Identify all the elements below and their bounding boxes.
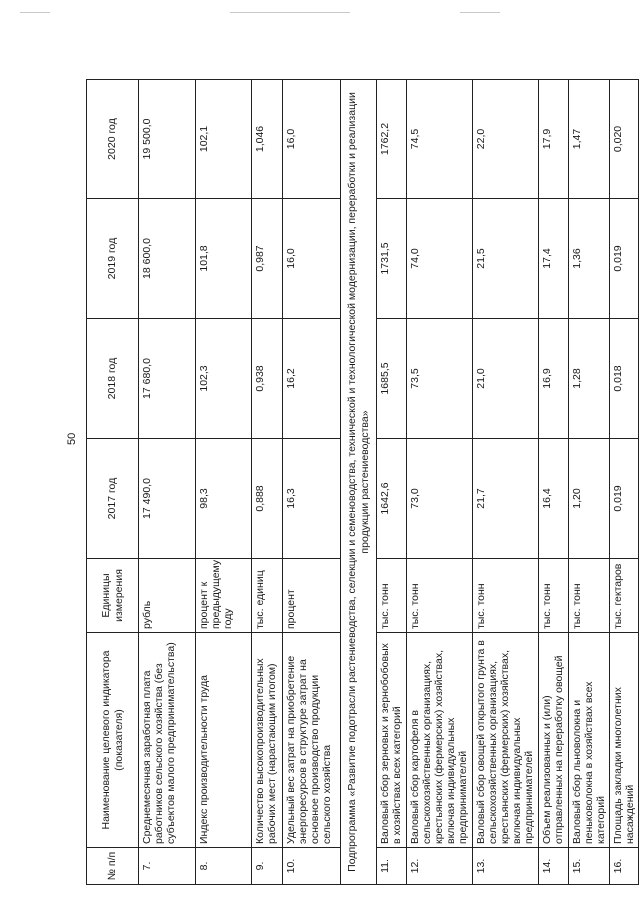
header-indicator-name: Наименование целевого индикатора (показателя) <box>87 633 139 848</box>
table-row <box>610 80 639 885</box>
indicator-name: Валовый сбор льноволокна и пеньковолокна в хозяйствах всех категорий <box>569 633 610 848</box>
value-2020: 1,47 <box>569 80 610 199</box>
indicator-name: Количество высокопроизводительных рабочих мест (нарастающим итогом) <box>252 633 283 848</box>
table-row <box>139 80 196 885</box>
value-2018: 102,3 <box>196 319 252 439</box>
value-2020: 19 500,0 <box>139 80 196 199</box>
unit: тыс. тонн <box>473 559 539 633</box>
table-row <box>539 80 569 885</box>
value-2019: 74,0 <box>407 199 473 319</box>
value-2020: 0,020 <box>610 80 639 199</box>
row-number: 8. <box>196 848 252 885</box>
value-2020: 22,0 <box>473 80 539 199</box>
value-2017: 0,888 <box>252 439 283 559</box>
indicator-name: Объем реализованных и (или) отправленных на переработку овощей <box>539 633 569 848</box>
unit: тыс. единиц <box>252 559 283 633</box>
table-row <box>252 80 283 885</box>
value-2020: 17,9 <box>539 80 569 199</box>
value-2017: 16,3 <box>283 439 341 559</box>
unit: тыс. тонн <box>377 559 407 633</box>
value-2020: 102,1 <box>196 80 252 199</box>
rotated-table-container <box>86 80 637 885</box>
value-2019: 18 600,0 <box>139 199 196 319</box>
scan-artifact-line <box>460 12 500 13</box>
value-2018: 21,0 <box>473 319 539 439</box>
value-2019: 1,36 <box>569 199 610 319</box>
table-row <box>569 80 610 885</box>
value-2018: 16,2 <box>283 319 341 439</box>
header-number: № п/п <box>87 848 139 885</box>
indicator-name: Валовый сбор картофеля в сельскохозяйственных организациях, крестьянских (фермерских) хозяйствах, включая индивидуальных предпринимателей <box>407 633 473 848</box>
indicator-name: Индекс производительности труда <box>196 633 252 848</box>
value-2020: 1762,2 <box>377 80 407 199</box>
scan-artifact-line <box>230 12 350 13</box>
table-row <box>473 80 539 885</box>
subprogram-row <box>341 80 377 885</box>
header-2018: 2018 год <box>87 319 139 439</box>
indicator-name: Валовый сбор зерновых и зернобобовых в хозяйствах всех категорий <box>377 633 407 848</box>
unit: тыс. тонн <box>539 559 569 633</box>
value-2020: 1,046 <box>252 80 283 199</box>
header-2019: 2019 год <box>87 199 139 319</box>
unit: процент к предыдущему году <box>196 559 252 633</box>
row-number: 16. <box>610 848 639 885</box>
row-number: 15. <box>569 848 610 885</box>
indicator-name: Среднемесячная заработная плата работников сельского хозяйства (без субъектов малого предпринимательства) <box>139 633 196 848</box>
value-2018: 17 680,0 <box>139 319 196 439</box>
table-row <box>377 80 407 885</box>
page-number: 50 <box>66 432 78 445</box>
row-number: 9. <box>252 848 283 885</box>
table-row <box>407 80 473 885</box>
value-2018: 73,5 <box>407 319 473 439</box>
value-2019: 21,5 <box>473 199 539 319</box>
row-number: 12. <box>407 848 473 885</box>
unit: тыс. тонн <box>407 559 473 633</box>
value-2017: 1,20 <box>569 439 610 559</box>
value-2019: 0,987 <box>252 199 283 319</box>
value-2018: 16,9 <box>539 319 569 439</box>
unit: рубль <box>139 559 196 633</box>
value-2017: 98,3 <box>196 439 252 559</box>
header-unit: Единицы измерения <box>87 559 139 633</box>
row-number: 7. <box>139 848 196 885</box>
row-number: 14. <box>539 848 569 885</box>
row-number: 11. <box>377 848 407 885</box>
table-row <box>283 80 341 885</box>
row-number: 13. <box>473 848 539 885</box>
row-number: 10. <box>283 848 341 885</box>
table-header-row <box>87 80 139 885</box>
value-2017: 0,019 <box>610 439 639 559</box>
value-2020: 16,0 <box>283 80 341 199</box>
unit: тыс. тонн <box>569 559 610 633</box>
value-2017: 1642,6 <box>377 439 407 559</box>
value-2019: 0,019 <box>610 199 639 319</box>
value-2019: 16,0 <box>283 199 341 319</box>
indicator-name: Удельный вес затрат на приобретение энергоресурсов в структуре затрат на основное производство продукции сельского хозяйства <box>283 633 341 848</box>
value-2017: 73,0 <box>407 439 473 559</box>
indicator-name: Валовый сбор овощей открытого грунта в сельскохозяйственных организациях, крестьянских (фермерских) хозяйствах, включая индивидуальных предпринимателей <box>473 633 539 848</box>
value-2019: 17,4 <box>539 199 569 319</box>
indicator-name: Площадь закладки многолетних насаждений <box>610 633 639 848</box>
value-2018: 0,018 <box>610 319 639 439</box>
indicators-table <box>86 79 639 885</box>
header-2017: 2017 год <box>87 439 139 559</box>
value-2018: 1,28 <box>569 319 610 439</box>
value-2017: 21,7 <box>473 439 539 559</box>
header-2020: 2020 год <box>87 80 139 199</box>
unit: процент <box>283 559 341 633</box>
table-row <box>196 80 252 885</box>
scan-artifact-line <box>20 12 50 13</box>
value-2017: 17 490,0 <box>139 439 196 559</box>
value-2019: 101,8 <box>196 199 252 319</box>
subprogram-title: Подпрограмма «Развитие подотрасли растениеводства, селекции и семеноводства, технической и технологической модернизации, переработки и реализации продукции растениеводства» <box>341 80 377 885</box>
unit: тыс. гектаров <box>610 559 639 633</box>
value-2018: 1685,5 <box>377 319 407 439</box>
value-2019: 1731,5 <box>377 199 407 319</box>
value-2017: 16,4 <box>539 439 569 559</box>
value-2018: 0,938 <box>252 319 283 439</box>
value-2020: 74,5 <box>407 80 473 199</box>
